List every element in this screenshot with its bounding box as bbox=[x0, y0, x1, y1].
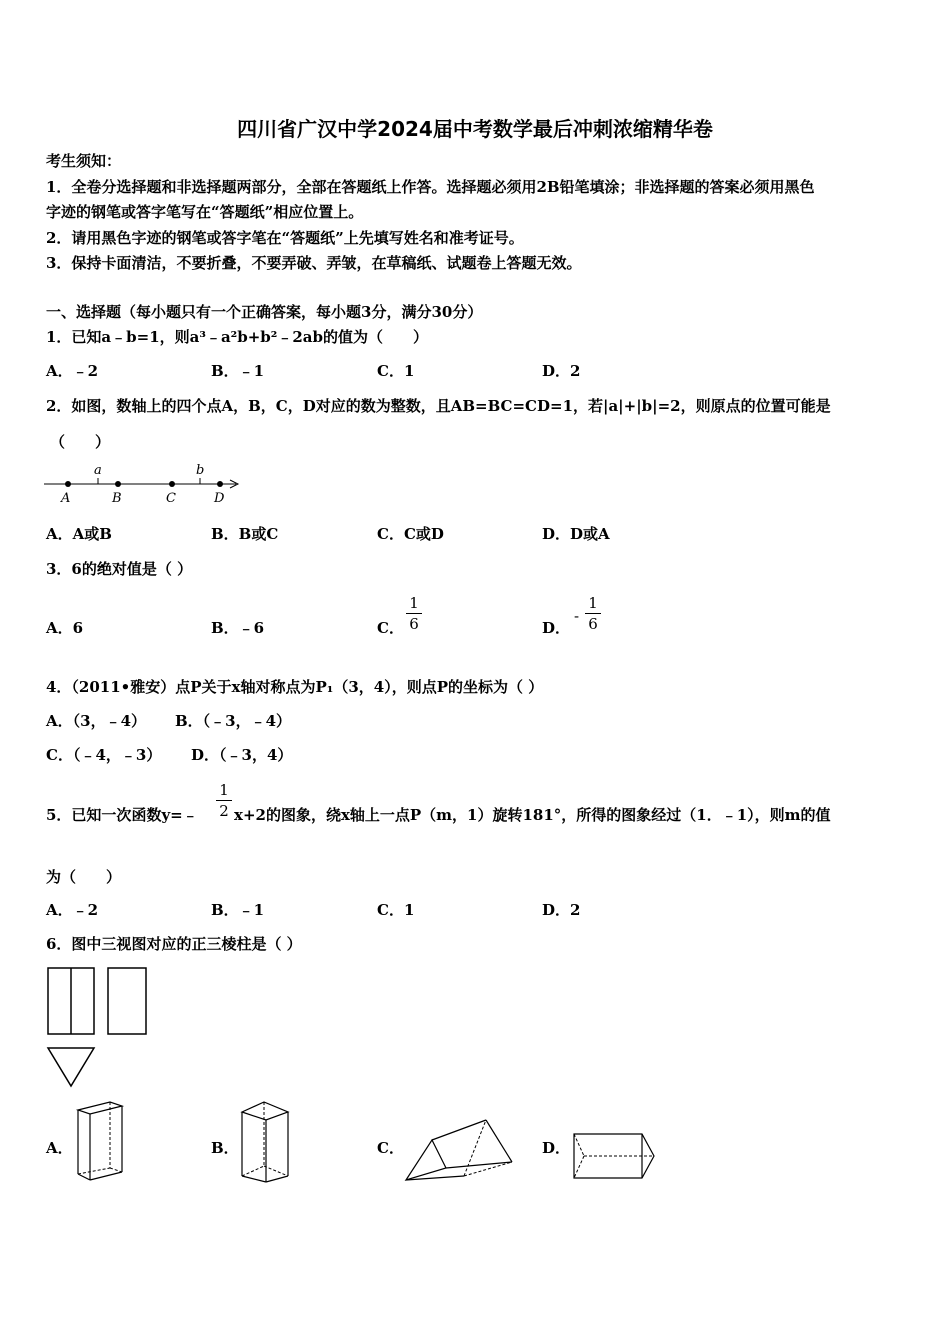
side-view bbox=[108, 968, 146, 1034]
q1-option-a[interactable]: A．﹣2 bbox=[46, 362, 99, 380]
fraction-bar bbox=[585, 613, 601, 614]
q6-option-a[interactable]: A． bbox=[46, 1139, 73, 1157]
point-C bbox=[169, 481, 175, 487]
label-A: A bbox=[61, 491, 71, 506]
q1-option-b[interactable]: B．﹣1 bbox=[211, 362, 265, 380]
q5-fraction bbox=[216, 781, 232, 820]
q2-option-b[interactable]: B．B或C bbox=[211, 525, 279, 543]
prism-b-figure[interactable] bbox=[240, 1100, 292, 1184]
notice-line-1b: 字迹的钢笔或答字笔写在“答题纸”相应位置上。 bbox=[46, 203, 364, 221]
q1-stem: 1．已知a﹣b=1，则a³﹣a²b+b²﹣2ab的值为（ ） bbox=[46, 328, 428, 346]
q5-option-d[interactable]: D．2 bbox=[542, 901, 581, 919]
notice-line-3: 3．保持卡面清洁，不要折叠，不要弄破、弄皱，在草稿纸、试题卷上答题无效。 bbox=[46, 254, 582, 272]
q6-option-d[interactable]: D． bbox=[542, 1139, 571, 1157]
notice-line-2: 2．请用黑色字迹的钢笔或答字笔在“答题纸”上先填写姓名和准考证号。 bbox=[46, 229, 524, 247]
q2-option-c[interactable]: C．C或D bbox=[377, 525, 444, 543]
q5-stem-pre: 5．已知一次函数y=﹣ bbox=[46, 806, 198, 824]
q3-option-d[interactable]: D． bbox=[542, 619, 571, 637]
label-a: a bbox=[94, 463, 102, 478]
q3-option-c[interactable]: C． bbox=[377, 619, 404, 637]
q3-d-denominator: 6 bbox=[588, 615, 598, 633]
q3-c-fraction bbox=[406, 594, 422, 633]
q5-stem-post: x+2的图象，绕x轴上一点P（m，1）旋转181°，所得的图象经过（1．﹣1），则m的值 bbox=[234, 806, 831, 824]
q2-option-d[interactable]: D．D或A bbox=[542, 525, 610, 543]
q3-option-b[interactable]: B．﹣6 bbox=[211, 619, 265, 637]
q6-stem: 6．图中三视图对应的正三棱柱是（ ） bbox=[46, 935, 302, 953]
q4-stem: 4．（2011•雅安）点P关于x轴对称点为P₁（3，4），则点P的坐标为（ ） bbox=[46, 678, 544, 696]
point-B bbox=[115, 481, 121, 487]
prism-a-figure[interactable] bbox=[74, 1100, 126, 1184]
q5-numerator: 1 bbox=[219, 781, 229, 799]
notice-heading: 考生须知： bbox=[46, 152, 122, 170]
q6-option-b[interactable]: B． bbox=[211, 1139, 239, 1157]
q1-option-c[interactable]: C．1 bbox=[377, 362, 415, 380]
q3-c-numerator: 1 bbox=[409, 594, 419, 612]
q4-option-a[interactable]: A．（3，﹣4） bbox=[46, 712, 147, 730]
q5-option-c[interactable]: C．1 bbox=[377, 901, 415, 919]
q3-d-numerator: 1 bbox=[588, 594, 598, 612]
q5-denominator: 2 bbox=[219, 802, 229, 820]
q6-option-c[interactable]: C． bbox=[377, 1139, 404, 1157]
q5-stem-line2: 为（ ） bbox=[46, 868, 122, 886]
three-view-figure bbox=[46, 966, 150, 1090]
section-heading: 一、选择题（每小题只有一个正确答案，每小题3分，满分30分） bbox=[46, 303, 483, 321]
point-A bbox=[65, 481, 71, 487]
q3-d-sign: - bbox=[574, 607, 580, 625]
q2-stem: 2．如图，数轴上的四个点A，B，C，D对应的数为整数，且AB=BC=CD=1，若|a|+|b|=2，则原点的位置可能是 bbox=[46, 397, 831, 415]
fraction-bar bbox=[216, 800, 232, 801]
q3-d-fraction bbox=[585, 594, 601, 633]
notice-line-1a: 1．全卷分选择题和非选择题两部分，全部在答题纸上作答。选择题必须用2B铅笔填涂；非选择题的答案必须用黑色 bbox=[46, 178, 815, 196]
prism-c-figure[interactable] bbox=[404, 1118, 516, 1184]
label-C: C bbox=[166, 491, 176, 506]
q3-stem: 3．6的绝对值是（ ） bbox=[46, 560, 193, 578]
label-D: D bbox=[214, 491, 225, 506]
q2-paren: （ ） bbox=[50, 433, 111, 451]
q3-c-denominator: 6 bbox=[409, 615, 419, 633]
prism-d-figure[interactable] bbox=[572, 1132, 658, 1182]
q4-option-d[interactable]: D．（﹣3，4） bbox=[191, 746, 293, 764]
label-b: b bbox=[196, 463, 205, 478]
point-D bbox=[217, 481, 223, 487]
top-view bbox=[48, 1048, 94, 1086]
q4-option-c[interactable]: C．（﹣4，﹣3） bbox=[46, 746, 162, 764]
q4-option-b[interactable]: B．（﹣3，﹣4） bbox=[175, 712, 292, 730]
q1-option-d[interactable]: D．2 bbox=[542, 362, 581, 380]
q5-option-b[interactable]: B．﹣1 bbox=[211, 901, 265, 919]
page-title: 四川省广汉中学2024届中考数学最后冲刺浓缩精华卷 bbox=[237, 117, 713, 141]
q3-option-a[interactable]: A．6 bbox=[46, 619, 84, 637]
fraction-bar bbox=[406, 613, 422, 614]
q5-option-a[interactable]: A．﹣2 bbox=[46, 901, 99, 919]
label-B: B bbox=[112, 491, 122, 506]
q2-option-a[interactable]: A．A或B bbox=[46, 525, 112, 543]
number-line-figure bbox=[44, 462, 244, 506]
